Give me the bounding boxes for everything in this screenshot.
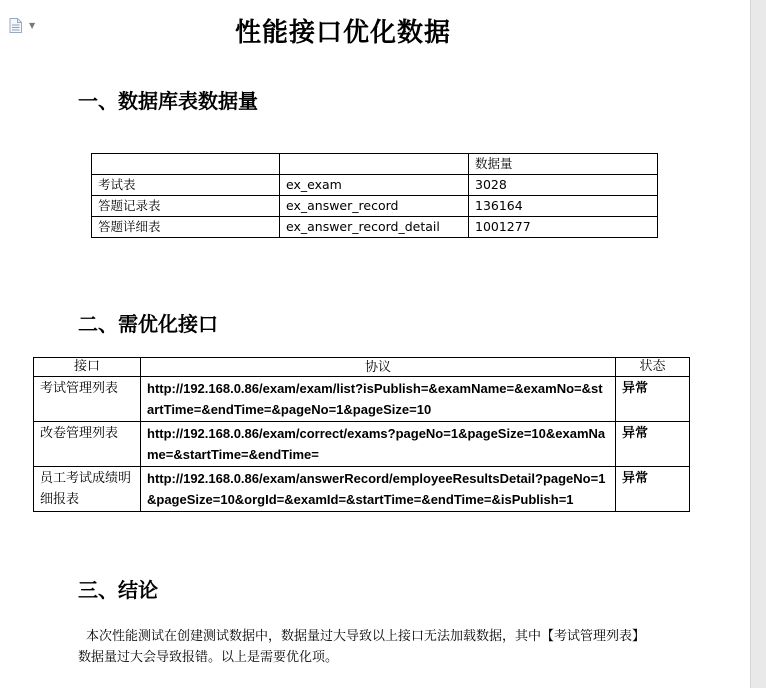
table-cell: 员工考试成绩明细报表 [34, 467, 141, 512]
table-row [34, 467, 690, 512]
table-header-cell: 状态 [616, 358, 690, 377]
table-cell [92, 154, 280, 175]
table-cell: 答题详细表 [92, 217, 280, 238]
table-cell: 1001277 [469, 217, 658, 238]
db-table [91, 153, 658, 238]
table-cell: ex_answer_record [280, 196, 469, 217]
table-cell: 136164 [469, 196, 658, 217]
table-cell: 考试表 [92, 175, 280, 196]
table-row [92, 175, 658, 196]
table-header-cell: 协议 [141, 358, 616, 377]
scroll-gutter [750, 0, 766, 688]
section-heading-conclusion: 三、结论 [78, 578, 158, 602]
table-header-row [92, 154, 658, 175]
api-url: http://192.168.0.86/exam/answerRecord/employeeResultsDetail?pageNo=1&pageSize=10&orgId=&examId=&startTime=&endTime=&isPublish=1 [141, 467, 616, 512]
table-cell: ex_answer_record_detail [280, 217, 469, 238]
table-header-cell: 接口 [34, 358, 141, 377]
table-row [34, 377, 690, 422]
table-cell: 答题记录表 [92, 196, 280, 217]
table-cell [280, 154, 469, 175]
chevron-down-icon[interactable]: ▼ [29, 21, 36, 30]
table-cell: 改卷管理列表 [34, 422, 141, 467]
api-table [33, 357, 690, 512]
table-row [92, 217, 658, 238]
status-text: 异常 [616, 377, 690, 422]
table-row [92, 196, 658, 217]
conclusion-paragraph: 本次性能测试在创建测试数据中，数据量过大导致以上接口无法加载数据，其中【考试管理列表】数据量过大会导致报错。以上是需要优化项。 [78, 629, 639, 665]
table-row [34, 422, 690, 467]
table-cell: 考试管理列表 [34, 377, 141, 422]
section-heading-api: 二、需优化接口 [78, 312, 218, 336]
table-cell: ex_exam [280, 175, 469, 196]
table-cell: 数据量 [469, 154, 658, 175]
table-header-row [34, 358, 690, 377]
page-title: 性能接口优化数据 [234, 18, 451, 48]
status-text: 异常 [616, 422, 690, 467]
table-cell: 3028 [469, 175, 658, 196]
status-text: 异常 [616, 467, 690, 512]
section-heading-db: 一、数据库表数据量 [78, 89, 258, 113]
api-url: http://192.168.0.86/exam/exam/list?isPublish=&examName=&examNo=&startTime=&endTime=&pageNo=1&pageSize=10 [141, 377, 616, 422]
api-url: http://192.168.0.86/exam/correct/exams?pageNo=1&pageSize=10&examName=&startTime=&endTime= [141, 422, 616, 467]
